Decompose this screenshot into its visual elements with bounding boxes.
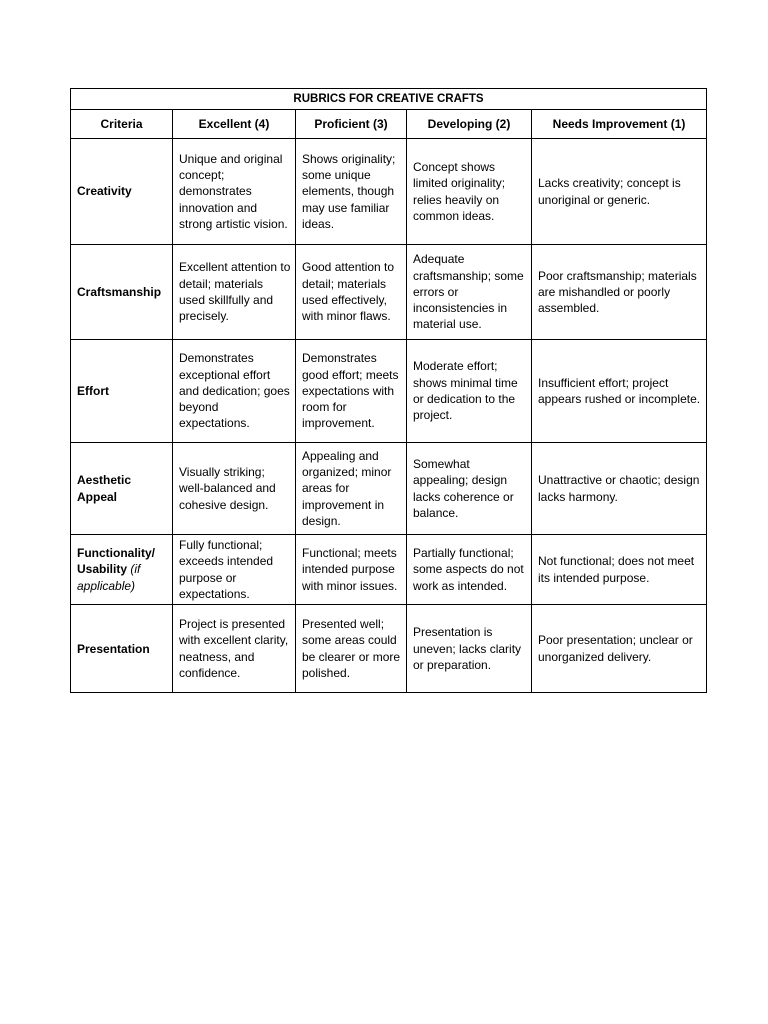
rubric-cell: Unique and original concept; demonstrates innovation and strong artistic vision. xyxy=(173,139,296,245)
criterion-label: Functionality/ Usability xyxy=(77,546,155,577)
rubric-cell: Excellent attention to detail; materials used skillfully and precisely. xyxy=(173,245,296,340)
rubric-cell: Moderate effort; shows minimal time or dedication to the project. xyxy=(407,340,532,443)
rubric-cell: Demonstrates exceptional effort and dedication; goes beyond expectations. xyxy=(173,340,296,443)
criterion-label: Craftsmanship xyxy=(77,284,162,299)
rubric-cell: Fully functional; exceeds intended purpose or expectations. xyxy=(173,535,296,605)
rubric-cell: Lacks creativity; concept is unoriginal or generic. xyxy=(532,139,707,245)
criterion-label: Effort xyxy=(77,383,109,398)
table-row xyxy=(71,535,707,605)
criterion-cell xyxy=(71,605,173,693)
rubric-cell: Project is presented with excellent clarity, neatness, and confidence. xyxy=(173,605,296,693)
criterion-cell xyxy=(71,443,173,535)
criterion-cell xyxy=(71,139,173,245)
rubric-cell: Poor presentation; unclear or unorganized delivery. xyxy=(532,605,707,693)
rubric-table xyxy=(70,88,707,693)
rubric-cell: Presented well; some areas could be clearer or more polished. xyxy=(296,605,407,693)
criterion-cell xyxy=(71,245,173,340)
rubric-cell: Visually striking; well-balanced and cohesive design. xyxy=(173,443,296,535)
rubric-cell: Unattractive or chaotic; design lacks harmony. xyxy=(532,443,707,535)
table-title-row xyxy=(71,89,707,110)
rubric-cell: Insufficient effort; project appears rushed or incomplete. xyxy=(532,340,707,443)
rubric-cell: Partially functional; some aspects do not work as intended. xyxy=(407,535,532,605)
criterion-label: Presentation xyxy=(77,641,150,656)
rubric-cell: Good attention to detail; materials used effectively, with minor flaws. xyxy=(296,245,407,340)
header-criteria: Criteria xyxy=(71,110,173,139)
rubric-cell: Demonstrates good effort; meets expectations with room for improvement. xyxy=(296,340,407,443)
table-row xyxy=(71,443,707,535)
table-row xyxy=(71,605,707,693)
rubric-cell: Somewhat appealing; design lacks coherence or balance. xyxy=(407,443,532,535)
rubric-cell: Presentation is uneven; lacks clarity or preparation. xyxy=(407,605,532,693)
rubric-cell: Poor craftsmanship; materials are mishandled or poorly assembled. xyxy=(532,245,707,340)
criterion-cell xyxy=(71,535,173,605)
table-row xyxy=(71,139,707,245)
rubric-cell: Appealing and organized; minor areas for improvement in design. xyxy=(296,443,407,535)
rubric-cell: Not functional; does not meet its intended purpose. xyxy=(532,535,707,605)
criterion-cell xyxy=(71,340,173,443)
table-title: RUBRICS FOR CREATIVE CRAFTS xyxy=(71,89,707,110)
criterion-note: (if applicable) xyxy=(77,562,141,593)
rubric-cell: Concept shows limited originality; relies heavily on common ideas. xyxy=(407,139,532,245)
rubric-cell: Adequate craftsmanship; some errors or inconsistencies in material use. xyxy=(407,245,532,340)
header-proficient: Proficient (3) xyxy=(296,110,407,139)
header-developing: Developing (2) xyxy=(407,110,532,139)
rubric-cell: Shows originality; some unique elements, though may use familiar ideas. xyxy=(296,139,407,245)
table-header-row xyxy=(71,110,707,139)
criterion-label: Aesthetic Appeal xyxy=(77,473,132,504)
criterion-label: Creativity xyxy=(77,184,132,199)
header-needs-improvement: Needs Improvement (1) xyxy=(532,110,707,139)
table-row xyxy=(71,340,707,443)
header-excellent: Excellent (4) xyxy=(173,110,296,139)
table-row xyxy=(71,245,707,340)
rubric-cell: Functional; meets intended purpose with minor issues. xyxy=(296,535,407,605)
